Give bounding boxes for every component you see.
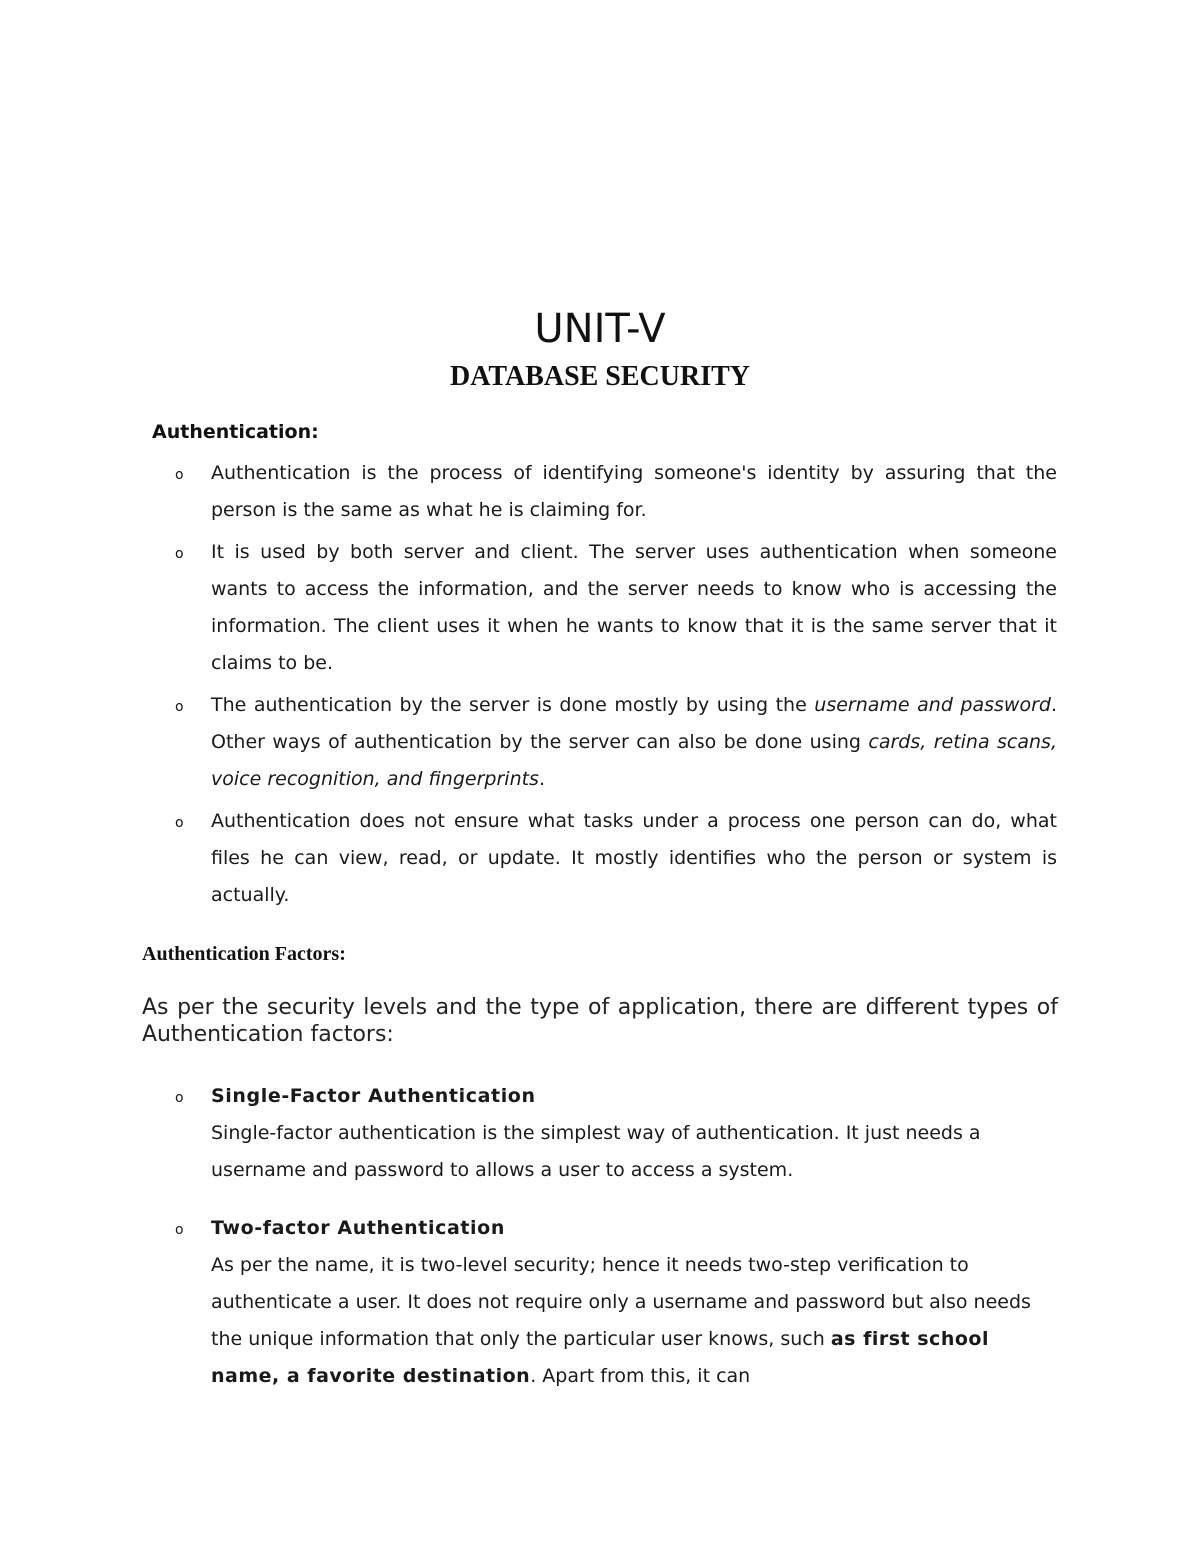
factors-intro: As per the security levels and the type of application, there are different types of Authentication factors: bbox=[142, 995, 1058, 1047]
bullet-marker-icon: o bbox=[175, 1222, 184, 1238]
list-item bbox=[175, 534, 1057, 682]
list-item bbox=[175, 455, 1057, 529]
bullet-marker-icon: o bbox=[175, 467, 184, 483]
list-item-emphasis: cards, retina scans, voice recognition, and fingerprints bbox=[211, 731, 1057, 790]
bullet-marker-icon: o bbox=[175, 546, 184, 562]
factors-heading: Authentication Factors: bbox=[142, 943, 346, 965]
list-item-text-pre: The authentication by the server is done mostly by using the bbox=[211, 694, 815, 716]
list-item-text-mid: . Other ways of authentication by the server can also be done using bbox=[211, 694, 1058, 753]
list-item bbox=[175, 1078, 1057, 1189]
unit-title: UNIT-V bbox=[534, 306, 666, 352]
list-item-text: Authentication does not ensure what tasks under a process one person can do, what files he can view, read, or update. It mostly identifies who the person or system is actually. bbox=[211, 810, 1057, 906]
bullet-marker-icon: o bbox=[175, 699, 184, 715]
list-item-emphasis: username and password bbox=[814, 694, 1051, 716]
factor-description-pre: As per the name, it is two-level security; hence it needs two-step verification to authenticate a user. It does not require only a username and password but also needs the unique information that only the particular user knows, such bbox=[211, 1254, 1031, 1350]
authentication-heading: Authentication: bbox=[152, 421, 319, 443]
list-item-text-post: . bbox=[538, 768, 546, 790]
factor-description-bold: as first school name, a favorite destination bbox=[211, 1328, 989, 1387]
list-item bbox=[175, 687, 1057, 798]
list-item-text: Authentication is the process of identifying someone's identity by assuring that the person is the same as what he is claiming for. bbox=[211, 462, 1057, 521]
factor-title: Single-Factor Authentication bbox=[211, 1085, 536, 1107]
authentication-list bbox=[175, 455, 1057, 919]
factors-list bbox=[175, 1078, 1057, 1416]
bullet-marker-icon: o bbox=[175, 1090, 184, 1106]
list-item bbox=[175, 1210, 1057, 1395]
factor-description: Single-factor authentication is the simplest way of authentication. It just needs a username and password to allows a user to access a system. bbox=[211, 1122, 981, 1181]
factor-description bbox=[211, 1247, 1061, 1395]
subject-title: DATABASE SECURITY bbox=[449, 361, 751, 392]
list-item-text: It is used by both server and client. The server uses authentication when someone wants to access the information, and the server needs to know who is accessing the information. The client uses it when he wants to know that it is the same server that it claims to be. bbox=[211, 541, 1057, 674]
factor-description-post: . Apart from this, it can bbox=[530, 1365, 751, 1387]
bullet-marker-icon: o bbox=[175, 815, 184, 831]
list-item bbox=[175, 803, 1057, 914]
factor-title: Two-factor Authentication bbox=[211, 1217, 505, 1239]
